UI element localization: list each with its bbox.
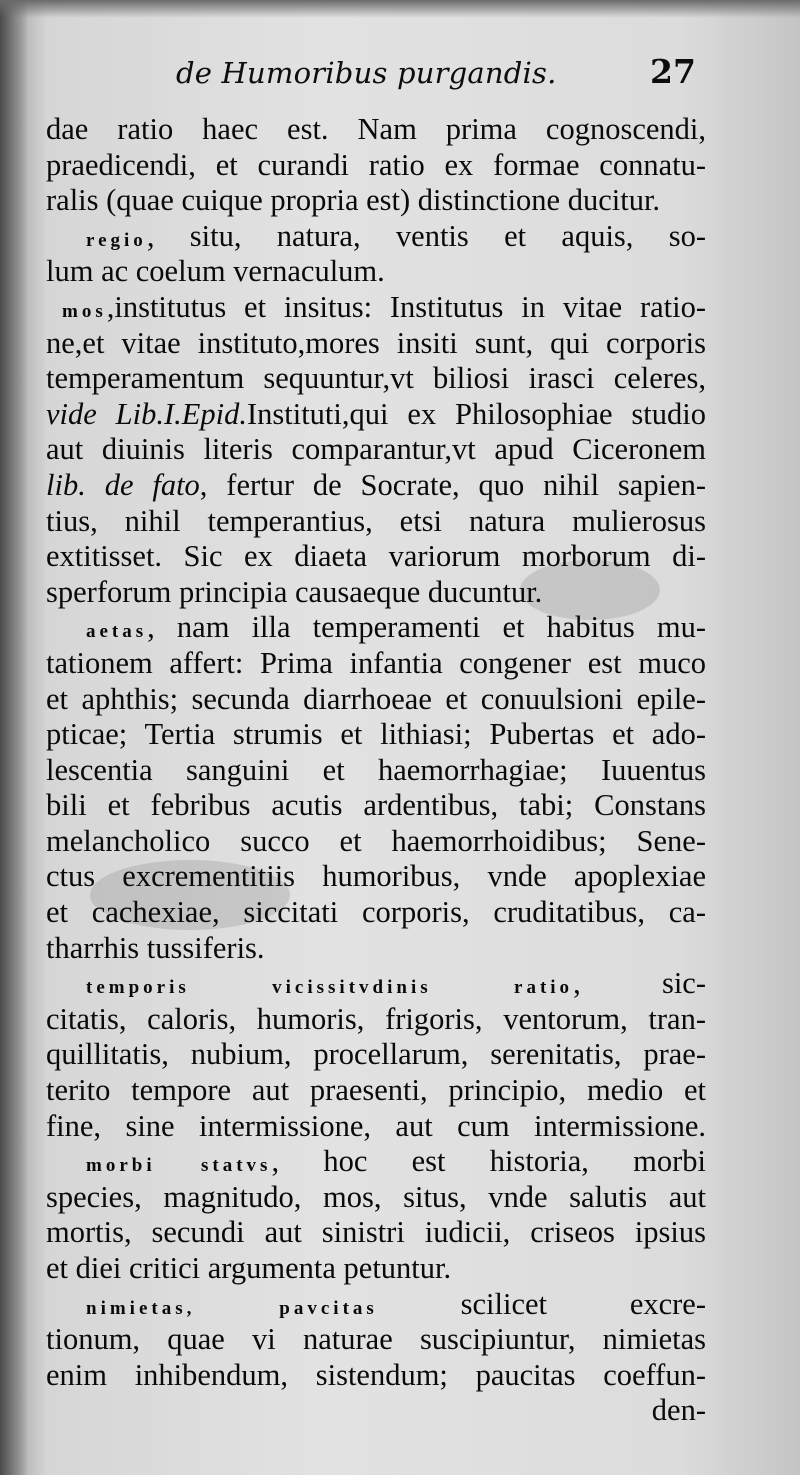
page-number: 27 [650, 52, 696, 91]
text-line [46, 646, 706, 682]
text-segment: ctus excrementitiis humoribus, vnde apoplexiae [46, 859, 706, 894]
text-segment: quillitatis, nubium, procellarum, serenitatis, prae- [46, 1037, 706, 1072]
section-keyword: regio [86, 229, 147, 251]
catchword [46, 1393, 706, 1429]
text-line [46, 575, 706, 611]
section-keyword: morbi statvs [86, 1155, 272, 1177]
text-segment: , hoc est historia, morbi [271, 1144, 706, 1179]
text-segment: lescentia sanguini et haemorrhagiae; Iuuentus [46, 752, 706, 787]
text-line [46, 432, 706, 468]
section-keyword: mos [62, 300, 107, 322]
section-keyword: aetas [86, 621, 148, 643]
text-line [46, 931, 706, 967]
page-header [0, 52, 800, 98]
text-segment: citatis, caloris, humoris, frigoris, ventorum, tran- [46, 1001, 706, 1036]
text-line [46, 1180, 706, 1216]
text-line [46, 1002, 706, 1038]
text-line [46, 326, 706, 362]
text-segment: extitisset. Sic ex diaeta variorum morborum di- [46, 539, 706, 574]
text-segment: Instituti,qui ex Philosophiae studio [246, 396, 706, 431]
text-line [46, 254, 706, 290]
text-segment: scilicet excre- [377, 1286, 707, 1321]
text-segment: fine, sine intermissione, aut cum intermissione. [46, 1108, 706, 1143]
text-segment: tationem affert: Prima infantia congener est muco [46, 645, 706, 680]
text-segment: et cachexiae, siccitati corporis, cruditatibus, ca- [46, 895, 706, 930]
text-line [46, 504, 706, 540]
text-segment: dae ratio haec est. Nam prima cognoscendi, [46, 112, 706, 146]
text-segment: ralis (quae cuique propria est) distinctione ducitur. [46, 183, 661, 218]
text-line [46, 717, 706, 753]
text-line [46, 183, 706, 219]
text-line [46, 753, 706, 789]
section-keyword: temporis vicissitvdinis ratio [86, 977, 574, 999]
text-line [46, 1037, 706, 1073]
text-segment: tionum, quae vi naturae suscipiuntur, nimietas [46, 1322, 706, 1357]
text-line [46, 1322, 706, 1358]
text-segment: aut diuinis literis comparantur,vt apud Ciceronem [46, 432, 706, 467]
text-segment: tius, nihil temperantius, etsi natura mulierosus [46, 503, 706, 538]
running-title: de Humoribus purgandis. [176, 56, 557, 90]
text-segment: , nam illa temperamenti et habitus mu- [147, 610, 706, 645]
text-line [46, 539, 706, 575]
text-segment: et diei critici argumenta petuntur. [46, 1251, 452, 1285]
text-line [46, 1287, 706, 1323]
text-segment: pticae; Tertia strumis et lithiasi; Pubertas et ado- [46, 717, 706, 752]
text-line [46, 468, 706, 504]
text-segment: , sic- [573, 966, 706, 1001]
text-segment: lib. de fato [46, 467, 200, 502]
text-line [46, 290, 706, 326]
text-segment: , fertur de Socrate, quo nihil sapien- [199, 467, 706, 502]
text-line [46, 148, 706, 184]
text-line [46, 219, 706, 255]
text-line [46, 682, 706, 718]
text-line [46, 1358, 706, 1394]
text-line [46, 1144, 706, 1180]
text-segment: vide Lib.I.Epid. [46, 396, 247, 431]
text-segment: ne,et vitae instituto,mores insiti sunt, qui corporis [46, 325, 706, 360]
text-segment: lum ac coelum vernaculum. [46, 254, 385, 289]
text-line [46, 397, 706, 433]
text-line [46, 610, 706, 646]
text-segment: temperamentum sequuntur,vt biliosi irasci celeres, [46, 361, 706, 396]
text-segment: sperforum principia causaeque ducuntur. [46, 574, 543, 609]
text-line [46, 361, 706, 397]
text-line [46, 788, 706, 824]
text-segment: ,institutus et insitus: Institutus in vitae ratio- [106, 289, 706, 324]
text-line [46, 1215, 706, 1251]
text-line [46, 859, 706, 895]
text-segment: tharrhis tussiferis. [46, 930, 265, 965]
text-segment: mortis, secundi aut sinistri iudicii, criseos ipsius [46, 1215, 706, 1250]
text-segment: et aphthis; secunda diarrhoeae et conuulsioni epile- [46, 681, 706, 716]
text-segment: terito tempore aut praesenti, principio, medio et [46, 1073, 706, 1108]
section-keyword: nimietas, pavcitas [86, 1297, 378, 1319]
top-edge-shadow [0, 0, 800, 18]
text-line [46, 1073, 706, 1109]
text-segment: bili et febribus acutis ardentibus, tabi; Constans [46, 788, 706, 823]
body-text [46, 112, 706, 1429]
text-line [46, 895, 706, 931]
text-segment: den- [651, 1393, 706, 1428]
text-segment: praedicendi, et curandi ratio ex formae connatu- [46, 147, 706, 182]
text-segment: enim inhibendum, sistendum; paucitas coeffun- [46, 1357, 706, 1392]
text-line [46, 824, 706, 860]
binding-shadow [0, 0, 28, 1475]
text-line [46, 112, 706, 148]
text-segment: melancholico succo et haemorrhoidibus; Sene- [46, 823, 706, 858]
text-line [46, 1109, 706, 1145]
text-line [46, 966, 706, 1002]
text-line [46, 1251, 706, 1287]
text-segment: species, magnitudo, mos, situs, vnde salutis aut [46, 1179, 706, 1214]
text-segment: , situ, natura, ventis et aquis, so- [146, 218, 706, 253]
